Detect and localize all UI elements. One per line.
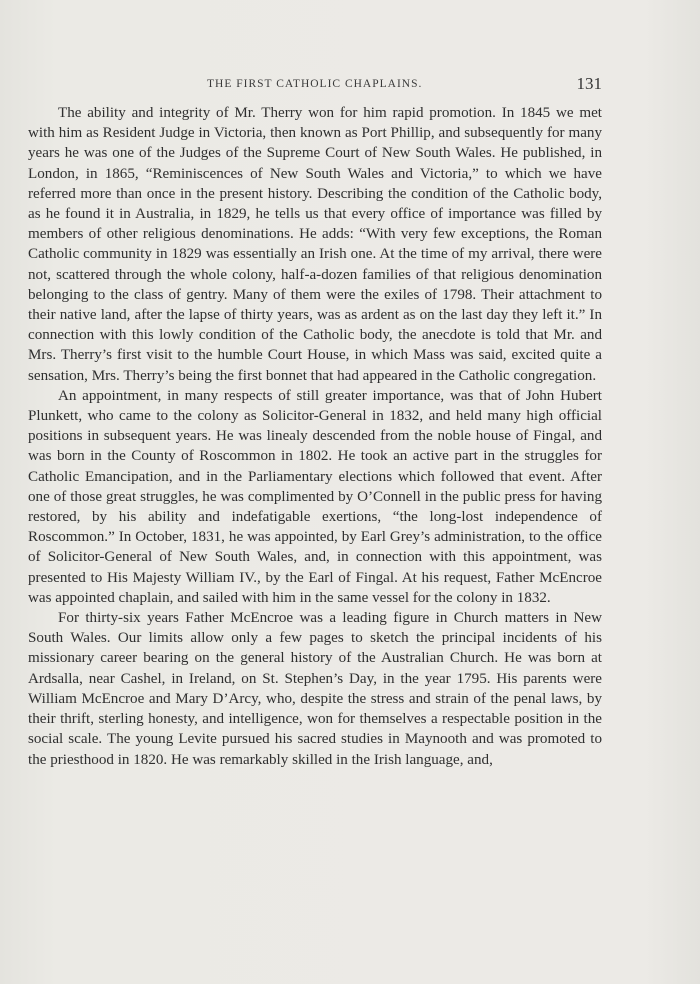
paragraph: The ability and integrity of Mr. Therry won for him rapid promotion. In 1845 we met with him as Resident Judge in Victoria, then known as Port Phillip, and subsequently for many years he was one of the Judges of the Supreme Court of New South Wales. He published, in London, in 1865, “Reminiscences of New South Wales and Victoria,” to which we have referred more than once in the present history. Describing the condition of the Catholic body, as he found it in Australia, in 1829, he tells us that every office of importance was filled by members of other religious denominations. He adds: “With very few exceptions, the Roman Catholic community in 1829 was essentially an Irish one. At the time of my arrival, there were not, scattered through the whole colony, half-a-dozen families of that religious denomination belonging to the class of gentry. Many of them were the exiles of 1798. Their attachment to their native land, after the lapse of thirty years, was as ardent as on the last day they left it.” In connection with this lowly condition of the Catholic body, the anecdote is told that Mr. and Mrs. Therry’s first visit to the humble Court House, in which Mass was said, excited quite a sensation, Mrs. Therry’s being the first bonnet that had appeared in the Catholic congregation.	[28, 105, 602, 384]
paragraph: An appointment, in many respects of still greater importance, was that of John Hubert Plunkett, who came to the colony as Solicitor-General in 1832, and held many high official positions in subsequent years. He was linealy descended from the noble house of Fingal, and was born in the County of Roscommon in 1802. He took an active part in the struggles for Catholic Emancipation, and in the Parliamentary elections which followed that event. After one of those great struggles, he was complimented by O’Connell in the public press for having restored, by his ability and indefatigable exertions, “the long-lost independence of Roscommon.” In October, 1831, he was appointed, by Earl Grey’s administration, to the office of Solicitor-General of New South Wales, and, in connection with this appointment, was presented to His Majesty William IV., by the Earl of Fingal. At his request, Father McEncroe was appointed chaplain, and sailed with him in the same vessel for the colony in 1832.	[28, 387, 602, 606]
paragraph: For thirty-six years Father McEncroe was a leading figure in Church matters in New South Wales. Our limits allow only a few pages to sketch the principal incidents of his missionary career bearing on the general history of the Australian Church. He was born at Ardsalla, near Cashel, in Ireland, on St. Stephen’s Day, in the year 1795. His parents were William McEncroe and Mary D’Arcy, who, despite the stress and strain of the penal laws, by their thrift, sterling honesty, and intelligence, won for themselves a respectable position in the social scale. The young Levite pursued his sacred studies in Maynooth and was promoted to the priesthood in 1820. He was remarkably skilled in the Irish language, and,	[28, 610, 602, 768]
running-title: THE FIRST CATHOLIC CHAPLAINS.	[207, 78, 423, 90]
body-text	[28, 103, 602, 770]
page-number: 131	[576, 74, 602, 93]
page-header	[60, 76, 602, 100]
